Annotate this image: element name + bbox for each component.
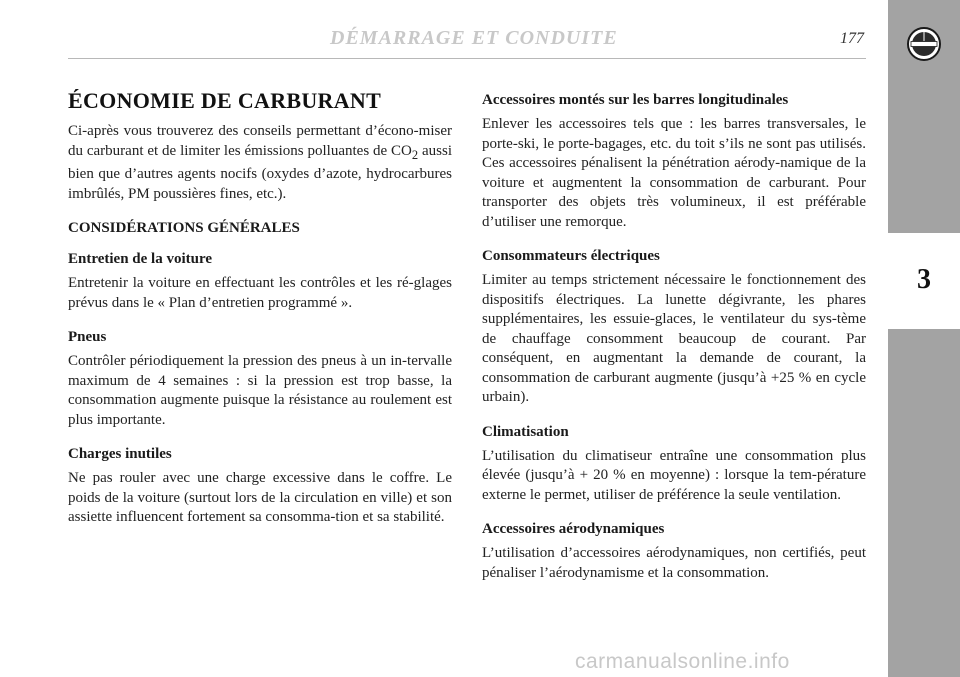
page-title: ÉCONOMIE DE CARBURANT [68, 88, 382, 113]
header-divider [68, 58, 866, 59]
section-title: DÉMARRAGE ET CONDUITE [330, 27, 618, 49]
section-text: Limiter au temps strictement nécessaire le fonctionnement des dispositifs électriques. La lunette dégivrante, les phares supplémentaires, les essuie-glaces, le ventilateur du sys-tème de chauffage consomment beaucoup de courant. Par conséquent, en augmentant la demande de courant, la consommation de carburant augmente (jusqu’à +25 % en cycle urbain). [482, 272, 866, 405]
section-text: Entretenir la voiture en effectuant les contrôles et les ré-glages prévus dans le « Plan d’entretien programmé ». [68, 275, 452, 311]
section-heading: Climatisation [482, 423, 569, 440]
section-text: Ne pas rouler avec une charge excessive dans le coffre. Le poids de la voiture (surtout lors de la circulation en ville) et son assiette influencent fortement sa consomma-tion et sa stabilité. [68, 470, 452, 525]
lancia-logo-icon [906, 26, 942, 62]
section-heading: Consommateurs électriques [482, 248, 660, 264]
section-text: Contrôler périodiquement la pression des pneus à un in-tervalle maximum de 4 semaines : si la pression est trop basse, la consommation augmente puisque la résistance au roulement est plus importante. [68, 353, 452, 428]
section-text: L’utilisation du climatiseur entraîne une consommation plus élevée (jusqu’à + 20 % en moyenne) : lorsque la tem-pérature externe le permet, utiliser de préférence la seule ventilation. [482, 447, 866, 503]
section-text: L’utilisation d’accessoires aérodynamiques, non certifiés, peut pénaliser l’aérodynamisme et la consommation. [482, 545, 866, 581]
left-column [68, 88, 452, 541]
section-heading: Entretien de la voiture [68, 251, 213, 267]
intro-text: Ci-après vous trouverez des conseils permettant d’écono-miser du carburant et de limiter les émissions polluantes de CO [68, 123, 452, 159]
watermark: carmanualsonline.info [575, 650, 790, 673]
section-heading: Pneus [68, 329, 107, 345]
section-heading: Accessoires montés sur les barres longitudinales [482, 92, 789, 108]
intro-text-continued: aussi bien que d’autres agents nocifs (oxydes d’azote, hydrocarbures imbrûlés, PM poussières fines, etc.). [68, 142, 453, 202]
section-text: Enlever les accessoires tels que : les barres transversales, le porte-ski, le porte-bagages, etc. du toit s’ils ne sont pas utilisés. Ces accessoires pénalisent la pénétration aérody-namique de la voiture et augmentent la consommation de carburant. Pour transporter des objets très volumineux, il est préférable d’utiliser une remorque. [482, 116, 866, 230]
general-considerations-heading: CONSIDÉRATIONS GÉNÉRALES [68, 220, 300, 236]
section-heading: Charges inutiles [68, 446, 172, 462]
chapter-number: 3 [917, 264, 931, 295]
chapter-side-tab [888, 0, 960, 677]
intro-paragraph [68, 122, 452, 204]
page-number: 177 [840, 30, 864, 47]
right-column [482, 92, 866, 596]
co2-subscript: 2 [411, 147, 419, 162]
section-heading: Accessoires aérodynamiques [482, 521, 665, 537]
